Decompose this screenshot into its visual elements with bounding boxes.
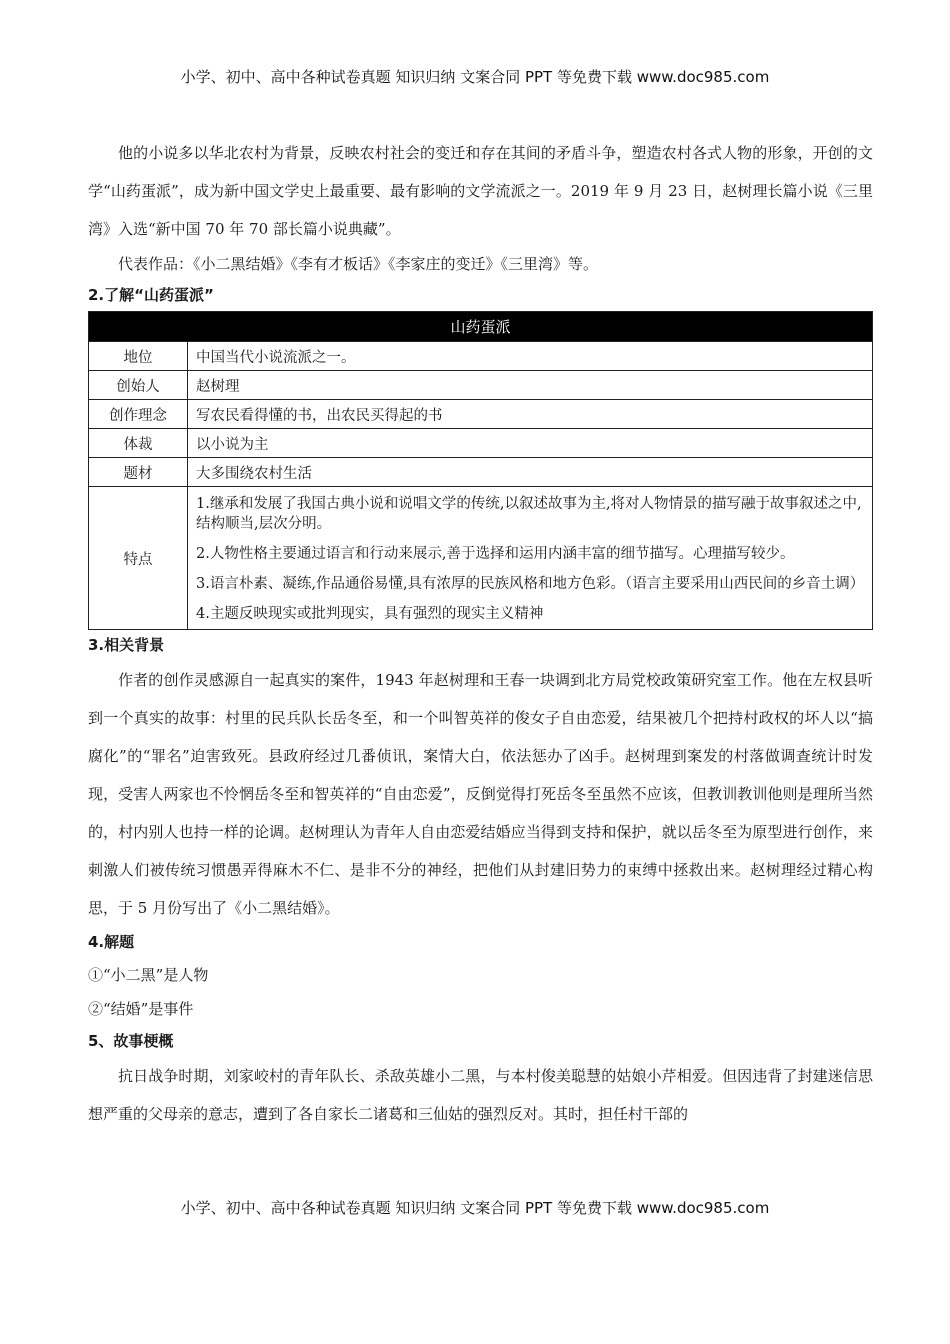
row-label-subject: 题材: [89, 458, 188, 487]
table-row: [89, 371, 873, 400]
shanyaodan-table: [88, 311, 873, 630]
page-header: 小学、初中、高中各种试卷真题 知识归纳 文案合同 PPT 等免费下载 www.doc985.com: [180, 68, 770, 86]
row-value-philosophy: 写农民看得懂的书，出农民买得起的书: [188, 400, 873, 429]
row-label-philosophy: 创作理念: [89, 400, 188, 429]
row-value-features: [188, 487, 873, 630]
table-row: [89, 342, 873, 371]
row-label-founder: 创始人: [89, 371, 188, 400]
page-footer: 小学、初中、高中各种试卷真题 知识归纳 文案合同 PPT 等免费下载 www.doc985.com: [180, 1199, 770, 1217]
title-explain-item: ①“小二黑”是人物: [88, 966, 209, 984]
feature-item: 2.人物性格主要通过语言和行动来展示,善于选择和运用内涵丰富的细节描写。心理描写较少。: [196, 546, 795, 562]
table-row: [89, 400, 873, 429]
feature-item: 1.继承和发展了我国古典小说和说唱文学的传统,以叙述故事为主,将对人物情景的描写融于故事叙述之中,结构顺当,层次分明。: [196, 496, 862, 532]
section-3-title: 3.相关背景: [88, 636, 165, 654]
synopsis-paragraph: 抗日战争时期，刘家峧村的青年队长、杀敌英雄小二黑，与本村俊美聪慧的姑娘小芹相爱。但因违背了封建迷信思想严重的父母亲的意志，遭到了各自家长二诸葛和三仙姑的强烈反对。其时，担任村干部的: [88, 1067, 873, 1123]
background-paragraph: 作者的创作灵感源自一起真实的案件，1943 年赵树理和王春一块调到北方局党校政策研究室工作。他在左权县听到一个真实的故事：村里的民兵队长岳冬至，和一个叫智英祥的俊女子自由恋爱，结果被几个把持村政权的坏人以“搞腐化”的“罪名”迫害致死。县政府经过几番侦讯，案情大白，依法惩办了凶手。赵树理到案发的村落做调查统计时发现，受害人两家也不怜惘岳冬至和智英祥的“自由恋爱”，反倒觉得打死岳冬至虽然不应该，但教训教训他则是理所当然的，村内别人也持一样的论调。赵树理认为青年人自由恋爱结婚应当得到支持和保护，就以岳冬至为原型进行创作，来刺激人们被传统习惯愚弄得麻木不仁、是非不分的神经，把他们从封建旧势力的束缚中拯救出来。赵树理经过精心构思，于 5 月份写出了《小二黑结婚》。: [88, 671, 873, 917]
section-5-title: 5、故事梗概: [88, 1032, 174, 1050]
representative-works: 代表作品：《小二黑结婚》《李有才板话》《李家庄的变迁》《三里湾》等。: [118, 255, 599, 273]
title-explain-item: ②“结婚”是事件: [88, 1000, 194, 1018]
table-row: [89, 487, 873, 630]
document-body: [88, 134, 873, 1133]
table-heading: 山药蛋派: [89, 312, 873, 342]
table-row: [89, 458, 873, 487]
row-value-genre: 以小说为主: [188, 429, 873, 458]
row-value-status: 中国当代小说流派之一。: [188, 342, 873, 371]
feature-item: 4.主题反映现实或批判现实，具有强烈的现实主义精神: [196, 606, 544, 622]
table-row: [89, 429, 873, 458]
feature-item: 3.语言朴素、凝练,作品通俗易懂,具有浓厚的民族风格和地方色彩。（语言主要采用山西民间的乡音土调）: [196, 576, 865, 592]
row-label-features: 特点: [89, 487, 188, 630]
row-value-subject: 大多围绕农村生活: [188, 458, 873, 487]
section-4-title: 4.解题: [88, 933, 135, 951]
intro-paragraph: 他的小说多以华北农村为背景，反映农村社会的变迁和存在其间的矛盾斗争，塑造农村各式人物的形象，开创的文学“山药蛋派”，成为新中国文学史上最重要、最有影响的文学流派之一。2019 年 9 月 23 日，赵树理长篇小说《三里湾》入选“新中国 70 年 70 部长篇小说典藏”。: [88, 144, 873, 238]
row-label-genre: 体裁: [89, 429, 188, 458]
row-value-founder: 赵树理: [188, 371, 873, 400]
section-2-title: 2.了解“山药蛋派”: [88, 286, 214, 304]
row-label-status: 地位: [89, 342, 188, 371]
